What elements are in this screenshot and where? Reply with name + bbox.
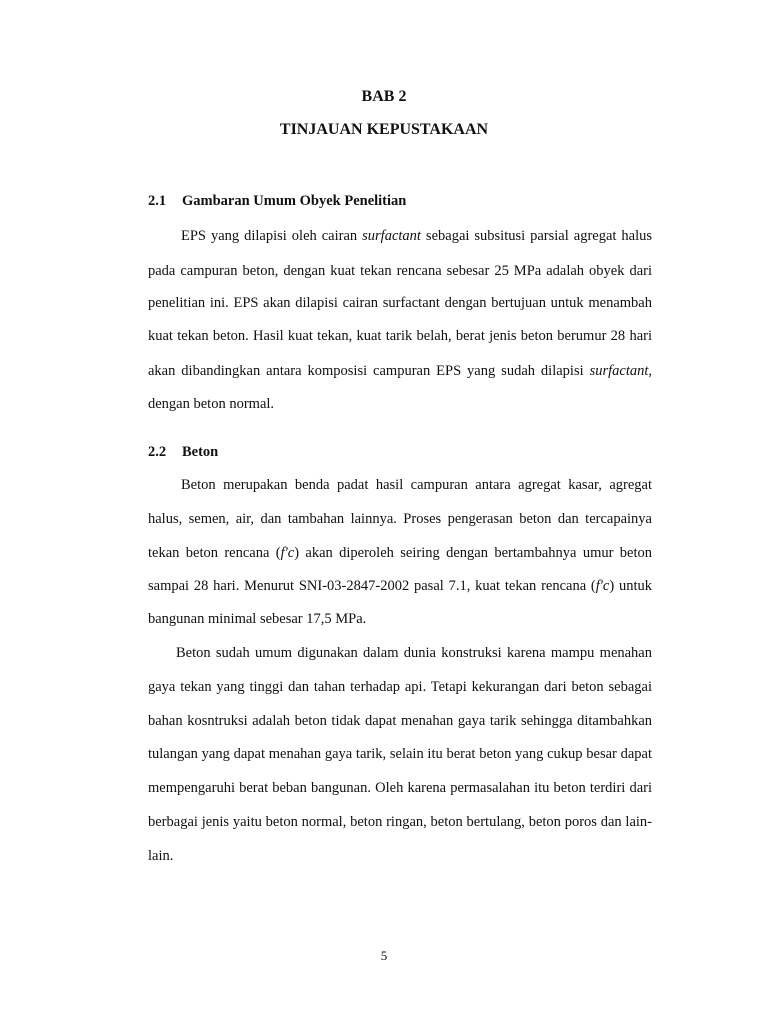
paragraph-line: mempengaruhi berat beban bangunan. Oleh karena permasalahan itu beton terdiri dari xyxy=(148,780,652,796)
paragraph-line: kuat tekan beton. Hasil kuat tekan, kuat tarik belah, berat jenis beton berumur 28 hari xyxy=(148,328,652,344)
paragraph-line: EPS yang dilapisi oleh cairan surfactant sebagai subsitusi parsial agregat halus xyxy=(181,228,653,244)
paragraph-line: bahan kosntruksi adalah beton tidak dapat menahan gaya tarik sehingga ditambahkan xyxy=(148,713,652,729)
paragraph-line: bangunan minimal sebesar 17,5 MPa. xyxy=(148,611,367,627)
paragraph-line: pada campuran beton, dengan kuat tekan rencana sebesar 25 MPa adalah obyek dari xyxy=(148,263,652,279)
paragraph-line: Beton merupakan benda padat hasil campuran antara agregat kasar, agregat xyxy=(181,477,652,493)
section-number: 2.2 xyxy=(148,444,167,460)
page-number: 5 xyxy=(380,948,388,963)
section-number: 2.1 xyxy=(148,193,167,209)
paragraph-line: tekan beton rencana (f'c) akan diperoleh seiring dengan bertambahnya umur beton xyxy=(148,545,653,561)
section-title: Beton xyxy=(182,444,219,460)
paragraph-line: akan dibandingkan antara komposisi campuran EPS yang sudah dilapisi surfactant, xyxy=(148,363,652,379)
section-heading-2-2 xyxy=(148,443,652,461)
paragraph-line: dengan beton normal. xyxy=(148,396,275,412)
paragraph-line: gaya tekan yang tinggi dan tahan terhadap api. Tetapi kekurangan dari beton sebagai xyxy=(148,679,652,695)
paragraph-line: halus, semen, air, dan tambahan lainnya. Proses pengerasan beton dan tercapainya xyxy=(148,511,652,527)
paragraph-line: sampai 28 hari. Menurut SNI-03-2847-2002 pasal 7.1, kuat tekan rencana (f'c) untuk xyxy=(148,578,652,594)
section-title: Gambaran Umum Obyek Penelitian xyxy=(182,193,407,209)
chapter-title: TINJAUAN KEPUSTAKAAN xyxy=(279,121,489,138)
section-heading-2-1 xyxy=(148,192,652,210)
paragraph-line: penelitian ini. EPS akan dilapisi cairan surfactant dengan bertujuan untuk menambah xyxy=(148,295,652,311)
paragraph-line: tulangan yang dapat menahan gaya tarik, selain itu berat beton yang cukup besar dapat xyxy=(148,746,652,762)
paragraph-line: Beton sudah umum digunakan dalam dunia konstruksi karena mampu menahan xyxy=(176,645,652,661)
paragraph-line: berbagai jenis yaitu beton normal, beton ringan, beton bertulang, beton poros dan lain- xyxy=(148,814,652,830)
paragraph-line: lain. xyxy=(148,848,174,864)
chapter-label: BAB 2 xyxy=(361,88,407,105)
